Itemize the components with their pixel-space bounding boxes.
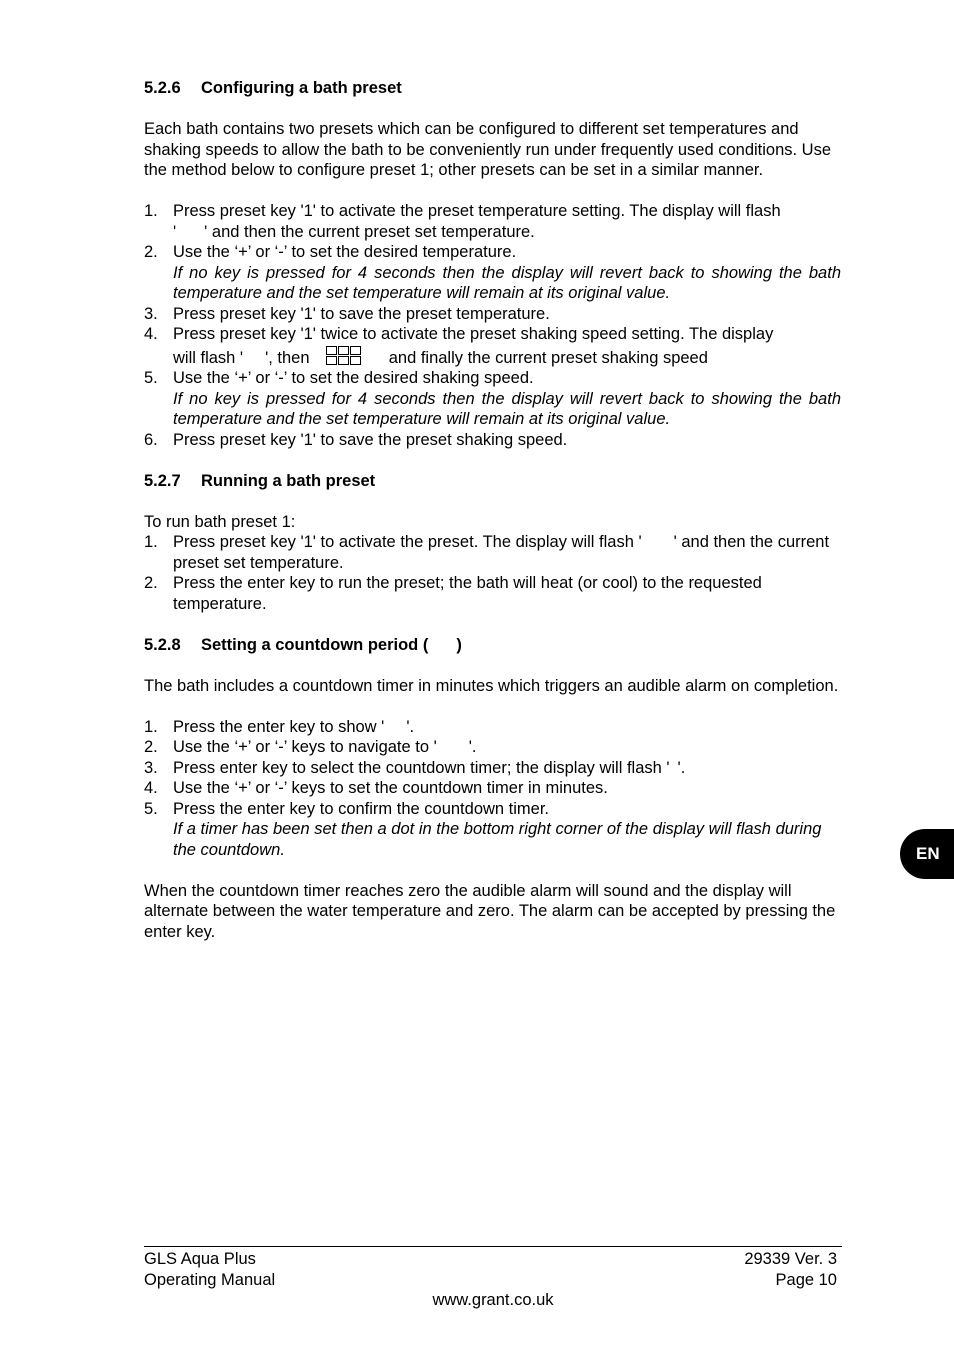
footer-version: 29339 Ver. 3: [744, 1250, 837, 1268]
document-body: [144, 78, 841, 942]
list-item: 1. Press preset key '1' to activate the preset. The display will flash ' ' and then the current preset set temperature.: [144, 533, 830, 572]
step-note: If no key is pressed for 4 seconds then the display will revert back to showing the bath temperature and the set temperature will remain at its original value.: [173, 263, 841, 302]
list-item: 1. Press the enter key to show ' '.: [144, 717, 415, 736]
list-item: 5. Press the enter key to confirm the countdown timer. If a timer has been set then a dot in the bottom right corner of the display will flash during the countdown.: [144, 799, 841, 861]
section-heading-5-2-8: 5.2.8 Setting a countdown period ( ): [144, 635, 462, 654]
list-item: 6. Press preset key '1' to save the preset shaking speed.: [144, 430, 568, 449]
footer-page-number: Page 10: [775, 1270, 837, 1289]
language-tab: EN: [900, 829, 954, 879]
step-note: If a timer has been set then a dot in the bottom right corner of the display will flash during the countdown.: [173, 820, 822, 859]
closing-paragraph: When the countdown timer reaches zero the audible alarm will sound and the display will alternate between the water temperature and zero. The alarm can be accepted by pressing the enter key.: [144, 881, 836, 941]
list-item: 2. Press the enter key to run the preset; the bath will heat (or cool) to the requested temperature.: [144, 574, 762, 613]
footer-doc-type: Operating Manual: [144, 1270, 276, 1289]
list-item: 3. Press preset key '1' to save the preset temperature.: [144, 304, 550, 323]
list-item: 2. Use the ‘+’ or ‘-’ to set the desired temperature. If no key is pressed for 4 seconds then the display will revert back to showing the bath temperature and the set temperature will remain at its original value.: [144, 243, 841, 302]
list-item: 4. Press preset key '1' twice to activate the preset shaking speed setting. The display will flash ' ', then and finally the current preset shaking speed: [144, 325, 774, 367]
footer-website-link[interactable]: www.grant.co.uk: [432, 1291, 554, 1309]
list-item: 3. Press enter key to select the countdown timer; the display will flash ' '.: [144, 758, 686, 777]
steps-list-5-2-6: [144, 201, 841, 450]
section-heading-5-2-7: 5.2.7 Running a bath preset: [144, 471, 376, 490]
section-intro: To run bath preset 1:: [144, 512, 296, 531]
list-item: 1. Press preset key '1' to activate the preset temperature setting. The display will flash ' ' and then the current preset set temperature.: [144, 202, 781, 241]
lcd-segment-display-icon: [316, 345, 368, 366]
list-item: 4. Use the ‘+’ or ‘-’ keys to set the countdown timer in minutes.: [144, 779, 608, 797]
section-intro: Each bath contains two presets which can be configured to different set temperatures and shaking speeds to allow the bath to be conveniently run under frequently used conditions. Use the method below to configure preset 1; other presets can be set in a similar manner.: [144, 120, 832, 179]
list-item: 5. Use the ‘+’ or ‘-’ to set the desired shaking speed. If no key is pressed for 4 seconds then the display will revert back to showing the bath temperature and the set temperature will remain at its original value.: [144, 369, 841, 428]
section-heading-5-2-6: 5.2.6 Configuring a bath preset: [144, 79, 402, 97]
section-intro: The bath includes a countdown timer in minutes which triggers an audible alarm on completion.: [144, 676, 839, 695]
step-note: If no key is pressed for 4 seconds then the display will revert back to showing the bath temperature and the set temperature will remain at its original value.: [173, 389, 841, 428]
list-item: 2. Use the ‘+’ or ‘-’ keys to navigate to ' '.: [144, 738, 477, 756]
page-footer: [144, 1246, 842, 1311]
steps-list-5-2-7: [144, 532, 841, 614]
footer-product: GLS Aqua Plus: [144, 1250, 256, 1268]
steps-list-5-2-8: [144, 717, 841, 861]
